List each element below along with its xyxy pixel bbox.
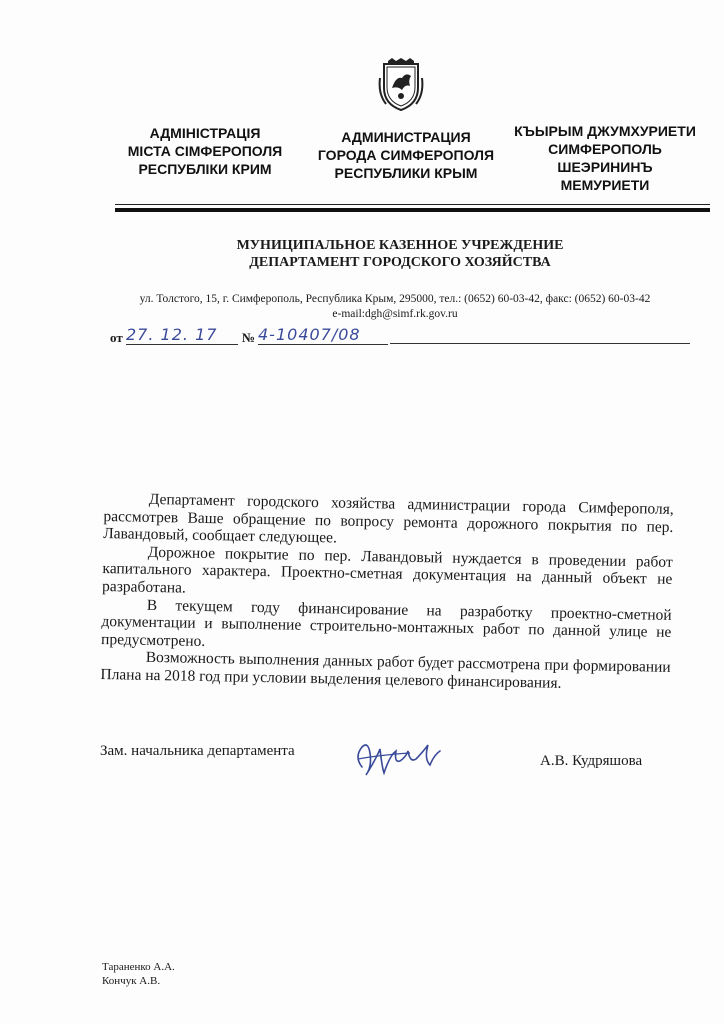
organization-name: [160, 237, 640, 271]
organization-line-1: МУНИЦИПАЛЬНОЕ КАЗЕННОЕ УЧРЕЖДЕНИЕ: [236, 238, 564, 253]
header-crimean-tatar: [505, 122, 705, 194]
contact-address: [110, 292, 680, 322]
reference-underline: [390, 343, 690, 344]
header-right-line: МЕМУРИЕТИ: [560, 177, 650, 193]
body-paragraph: Возможность выполнения данных работ будет рассмотрена при формировании Плана на 2018 год при условии выделения целевого финансирования.: [100, 649, 671, 692]
header-right-line: КЪЫРЫМ ДЖУМХУРИЕТИ: [514, 123, 696, 139]
header-left-line: АДМІНІСТРАЦІЯ: [149, 125, 261, 141]
executor-name: Кончук А.В.: [102, 975, 161, 987]
header-ukrainian: [110, 124, 300, 178]
header-right-line: ШЕЭРИНИНЪ: [557, 159, 653, 175]
crimea-coat-of-arms-icon: [378, 58, 424, 112]
header-divider-thin: [115, 204, 710, 205]
reference-row: [110, 326, 690, 350]
date-label: от: [110, 330, 123, 345]
signatory-position: Зам. начальника департамента: [100, 743, 295, 759]
signatory-name: А.В. Кудряшова: [540, 753, 643, 769]
executor-name: Тараненко А.А.: [102, 961, 175, 973]
signature-block: [100, 737, 670, 787]
header-center-line: РЕСПУБЛИКИ КРЫМ: [334, 165, 478, 181]
header-divider-thick: [115, 208, 710, 212]
header-center-line: ГОРОДА СИМФЕРОПОЛЯ: [317, 147, 495, 163]
header-center-line: АДМИНИСТРАЦИЯ: [341, 129, 471, 145]
handwritten-signature: [350, 737, 450, 781]
executors-list: [102, 960, 175, 988]
number-label: №: [242, 330, 256, 345]
letter-body: [100, 490, 674, 694]
body-paragraph: Дорожное покрытие по пер. Лавандовый нуждается в проведении работ капитального характера. Проектно-сметная документация на данный объект не разработана.: [101, 543, 673, 597]
body-paragraph: Департамент городского хозяйства администрации города Симферополя, рассмотрев Ваше обращение по вопросу ремонта дорожного покрытия по пер. Лавандовый, сообщает следующее.: [102, 490, 674, 547]
header-right-line: СИМФЕРОПОЛЬ: [548, 141, 662, 157]
address-line: ул. Толстого, 15, г. Симферополь, Республика Крым, 295000, тел.: (0652) 60-03-42, факс: (0652) 60-03-42: [139, 293, 651, 305]
header-left-line: РЕСПУБЛІКИ КРИМ: [138, 161, 272, 177]
organization-line-2: ДЕПАРТАМЕНТ ГОРОДСКОГО ХОЗЯЙСТВА: [249, 255, 551, 270]
email-line: e-mail:dgh@simf.rk.gov.ru: [332, 308, 458, 320]
body-paragraph: В текущем году финансирование на разработку проектно-сметной документации и выполнение строительно-монтажных работ по данной улице не предусмотрено.: [100, 596, 672, 650]
header-russian: [296, 128, 516, 182]
date-handwritten: 27. 12. 17: [126, 326, 238, 345]
header-left-line: МІСТА СІМФЕРОПОЛЯ: [127, 143, 283, 159]
number-handwritten: 4-10407/08: [258, 326, 388, 345]
